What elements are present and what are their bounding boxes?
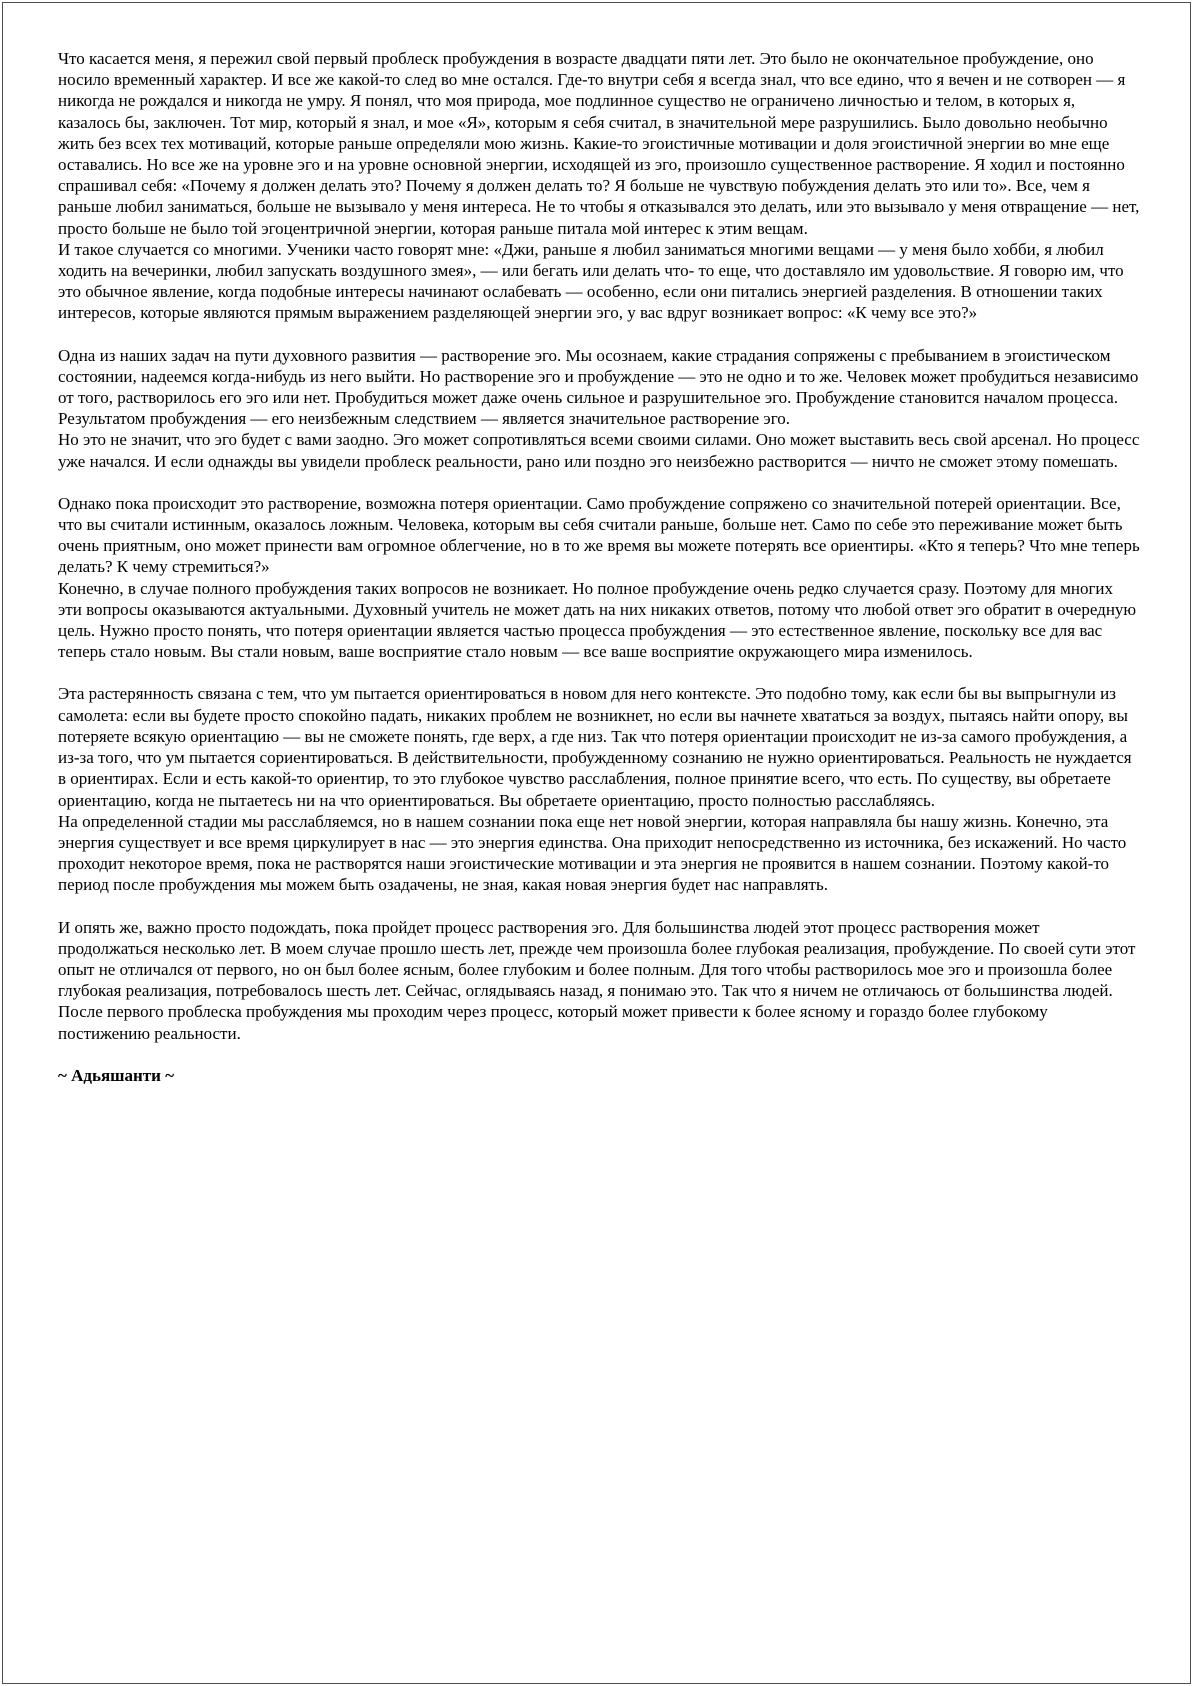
paragraph: Что касается меня, я пережил свой первый проблеск пробуждения в возрасте двадцати пяти лет. Это было не окончательное пробуждение, оно носило временный характер. И все же какой-то след во мне остался. Где-то внутри себя я всегда знал, что все едино, что я вечен и не сотворен — я никогда не рождался и никогда не умру. Я понял, что моя природа, мое подлинное существо не ограничено личностью и телом, в которых я, казалось бы, заключен. Тот мир, который я знал, и мое «Я», которым я себя считал, в значительной мере разрушились. Было довольно необычно жить без всех тех мотиваций, которые раньше определяли мою жизнь. Какие-то эгоистичные мотивации и доля эгоистичной энергии во мне еще оставались. Но все же на уровне эго и на уровне основной энергии, исходящей из эго, произошло существенное растворение. Я ходил и постоянно спрашивал себя: «Почему я должен делать это? Почему я должен делать то? Я больше не чувствую побуждения делать это или то». Все, чем я раньше любил заниматься, больше не вызывало у меня интереса. Не то чтобы я отказывался это делать, или это вызывало у меня отвращение — нет, просто больше не было той эгоцентричной энергии, которая раньше питала мой интерес к этим вещам. bbox=[58, 49, 1140, 238]
paragraph: Конечно, в случае полного пробуждения таких вопросов не возникает. Но полное пробуждение очень редко случается сразу. Поэтому для многих эти вопросы оказываются актуальными. Духовный учитель не может дать на них никаких ответов, потому что любой ответ эго обратит в очередную цель. Нужно просто понять, что потеря ориентации является частью процесса пробуждения — это естественное явление, поскольку все для вас теперь стало новым. Вы стали новым, ваше восприятие стало новым — все ваше восприятие окружающего мира изменилось. bbox=[58, 578, 1137, 662]
paragraph: На определенной стадии мы расслабляемся, но в нашем сознании пока еще нет новой энергии, которая направляла бы нашу жизнь. Конечно, эта энергия существует и все время циркулирует в нас — это энергия единства. Она приходит непосредственно из источника, без искажений. Но часто проходит некоторое время, пока не растворятся наши эгоистические мотивации и эта энергия не проявится в нашем сознании. Поэтому какой-то период после пробуждения мы можем быть озадачены, не зная, какая новая энергия будет нас направлять. bbox=[58, 811, 1127, 895]
document-text bbox=[3, 3, 1190, 1086]
paragraph: И такое случается со многими. Ученики часто говорят мне: «Джи, раньше я любил заниматься многими вещами — у меня было хобби, я любил ходить на вечеринки, любил запускать воздушного змея», — или бегать или делать что- то еще, что доставляло им удовольствие. Я говорю им, что это обычное явление, когда подобные интересы начинают ослабевать — особенно, если они питались энергией разделения. В отношении таких интересов, которые являются прямым выражением разделяющей энергии эго, у вас вдруг возникает вопрос: «К чему все это?» bbox=[58, 239, 1124, 323]
paragraph: Эта растерянность связана с тем, что ум пытается ориентироваться в новом для него контексте. Это подобно тому, как если бы вы выпрыгнули из самолета: если вы будете просто спокойно падать, никаких проблем не возникнет, но если вы начнете хвататься за воздух, пытаясь найти опору, вы потеряете всякую ориентацию — вы не сможете понять, где верх, а где низ. Так что потеря ориентации происходит не из-за самого пробуждения, а из-за того, что ум пытается сориентироваться. В действительности, пробужденному сознанию не нужно ориентироваться. Реальность не нуждается в ориентирах. Если и есть какой-то ориентир, то это глубокое чувство расслабления, полное принятие всего, что есть. По существу, вы обретаете ориентацию, когда не пытаетесь ни на что ориентироваться. Вы обретаете ориентацию, просто полностью расслабляясь. bbox=[58, 684, 1132, 810]
author-signature: ~ Адьяшанти ~ bbox=[58, 1065, 175, 1085]
paragraph: Одна из наших задач на пути духовного развития — растворение эго. Мы осознаем, какие страдания сопряжены с пребыванием в эгоистическом состоянии, надеемся когда-нибудь из него выйти. Но растворение эго и пробуждение — это не одно и то же. Человек может пробудиться независимо от того, растворилось его эго или нет. Пробудиться может даже очень сильное и разрушительное эго. Пробуждение становится началом процесса. Результатом пробуждения — его неизбежным следствием — является значительное растворение эго. bbox=[58, 345, 1139, 429]
document-page bbox=[2, 2, 1191, 1684]
paragraph: И опять же, важно просто подождать, пока пройдет процесс растворения эго. Для большинства людей этот процесс растворения может продолжаться несколько лет. В моем случае прошло шесть лет, прежде чем произошла более глубокая реализация, пробуждение. По своей сути этот опыт не отличался от первого, но он был более ясным, более глубоким и более полным. Для того чтобы растворилось мое эго и произошла более глубокая реализация, потребовалось шесть лет. Сейчас, оглядываясь назад, я понимаю это. Так что я ничем не отличаюсь от большинства людей. После первого проблеска пробуждения мы проходим через процесс, который может привести к более ясному и гораздо более глубокому постижению реальности. bbox=[58, 917, 1136, 1043]
paragraph: Однако пока происходит это растворение, возможна потеря ориентации. Само пробуждение сопряжено со значительной потерей ориентации. Все, что вы считали истинным, оказалось ложным. Человека, которым вы себя считали раньше, больше нет. Само по себе это переживание может быть очень приятным, оно может принести вам огромное облегчение, но в то же время вы можете потерять все ориентиры. «Кто я теперь? Что мне теперь делать? К чему стремиться?» bbox=[58, 493, 1140, 577]
paragraph: Но это не значит, что эго будет с вами заодно. Эго может сопротивляться всеми своими силами. Оно может выставить весь свой арсенал. Но процесс уже начался. И если однажды вы увидели проблеск реальности, рано или поздно эго неизбежно растворится — ничто не сможет этому помешать. bbox=[58, 430, 1140, 471]
